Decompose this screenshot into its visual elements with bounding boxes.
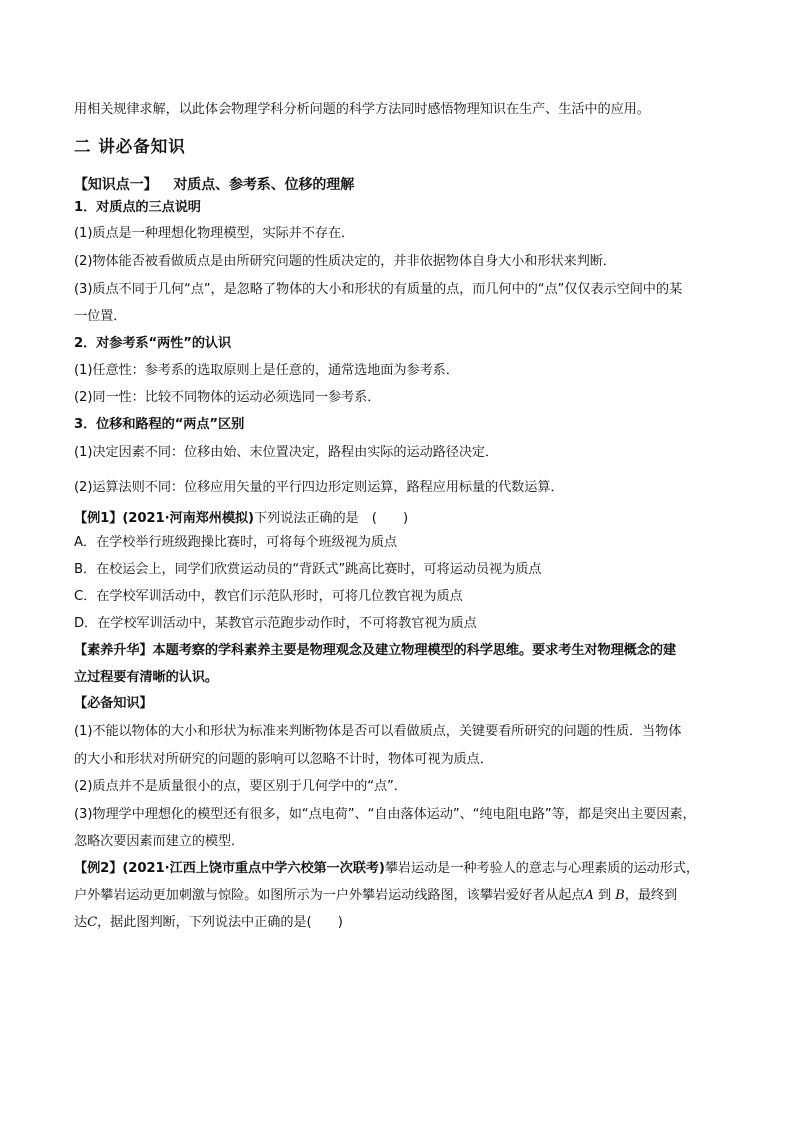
point-b-label: B [615,888,625,903]
knowledge-point-tag: 【知识点一】 [74,177,158,193]
point-c-label: C [87,915,98,930]
example-2-text: 到 [593,888,616,903]
literacy-line: 立过程要有清晰的认识。 [74,670,218,685]
subsection-3-item: (1)决定因素不同：位移由始、末位置决定，路程由实际的运动路径决定． [74,445,499,460]
example-2-tag: 【例2】 [74,861,123,876]
example-2-text: 攀岩运动是一种考验人的意志与心理素质的运动形式， [384,861,699,876]
subsection-1-heading: 1．对质点的三点说明 [74,200,201,215]
intro-paragraph-tail: 用相关规律求解，以此体会物理学科分析问题的科学方法同时感悟物理知识在生产、生活中的应用。 [74,102,650,117]
example-1-source: (2021·河南郑州模拟) [122,511,254,526]
example-2-text: ，据此图判断，下列说法中正确的是( ) [97,915,343,930]
example-2-line-3 [74,913,724,933]
subsection-2-heading: 2．对参考系“两性”的认识 [74,336,232,351]
subsection-1-item: (2)物体能否被看做质点是由所研究问题的性质决定的，并非依据物体自身大小和形状来判断． [74,254,616,269]
subsection-3-item: (2)运算法则不同：位移应用矢量的平行四边形定则运算，路程应用标量的代数运算． [74,480,564,495]
section-title: 二 讲必备知识 [74,137,186,156]
example-2-source: (2021·江西上饶市重点中学六校第一次联考) [122,861,385,876]
subsection-1-item: (1)质点是一种理想化物理模型，实际并不存在． [74,226,355,241]
example-1-option-b: B．在校运会上，同学们欣赏运动员的“背跃式”跳高比赛时，可将运动员视为质点 [74,562,542,577]
example-1-option-c: C．在学校军训活动中，教官们示范队形时，可将几位教官视为质点 [74,589,463,604]
subsection-2-item: (2)同一性：比较不同物体的运动必须选同一参考系． [74,390,381,405]
example-1-option-d: D．在学校军训活动中，某教官示范跑步动作时，不可将教官视为质点 [74,616,477,631]
required-knowledge-line: (1)不能以物体的大小和形状为标准来判断物体是否可以看做质点，关键要看所研究的问题的性质．当物体 [74,724,682,739]
subsection-2-item: (1)任意性：参考系的选取原则上是任意的，通常选地面为参考系． [74,363,459,378]
example-2-text: ，最终到 [624,888,678,903]
required-knowledge-line: (3)物理学中理想化的模型还有很多，如“点电荷”、“自由落体运动”、“纯电阻电路”等，都是突出主要因素， [74,807,696,822]
example-1-option-a: A．在学校举行班级跑操比赛时，可将每个班级视为质点 [74,535,398,550]
literacy-line: 【素养升华】本题考察的学科素养主要是物理观念及建立物理模型的科学思维。要求考生对物理概念的建 [74,643,677,658]
example-1-stem [74,509,724,529]
example-2-line-2 [74,886,724,906]
required-knowledge-line: 忽略次要因素而建立的模型． [74,834,245,849]
required-knowledge-line: 的大小和形状对所研究的问题的影响可以忽略不计时，物体可视为质点． [74,752,493,767]
subsection-1-item-continued: 一位置． [74,309,127,324]
subsection-3-heading: 3．位移和路程的“两点”区别 [74,417,245,432]
example-2-line-1 [74,859,724,879]
required-knowledge-heading: 【必备知识】 [74,696,153,711]
point-a-label: A [584,888,594,903]
example-1-question: 下列说法正确的是 ( ) [253,511,408,526]
required-knowledge-line: (2)质点并不是质量很小的点，要区别于几何学中的“点”． [74,779,407,794]
subsection-1-item: (3)质点不同于几何“点”，是忽略了物体的大小和形状的有质量的点，而几何中的“点”仅仅表示空间中的某 [74,282,683,297]
knowledge-point-heading [74,175,724,195]
example-1-tag: 【例1】 [74,511,123,526]
example-2-text: 户外攀岩运动更加刺激与惊险。如图所示为一户外攀岩运动线路图，该攀岩爱好者从起点 [74,888,585,903]
knowledge-point-title: 对质点、参考系、位移的理解 [173,177,355,193]
example-2-text: 达 [74,915,88,930]
